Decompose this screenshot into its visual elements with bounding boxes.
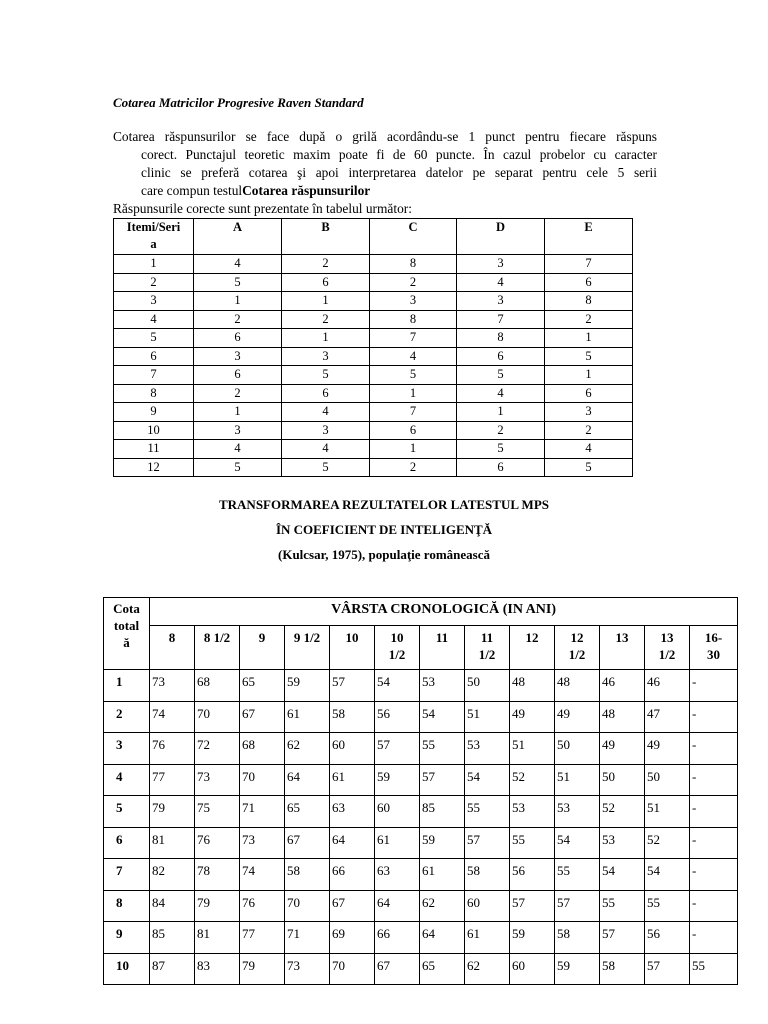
- iq-value-cell: 55: [420, 733, 465, 765]
- iq-value-cell: 70: [240, 764, 285, 796]
- series-header: D: [457, 219, 545, 255]
- iq-row: [104, 670, 738, 702]
- iq-value-cell: 53: [465, 733, 510, 765]
- answer-cell: 8: [370, 255, 457, 274]
- iq-value-cell: 55: [690, 953, 738, 985]
- iq-value-cell: 53: [600, 827, 645, 859]
- series-header: E: [545, 219, 633, 255]
- answer-cell: 4: [194, 440, 282, 459]
- iq-value-cell: 49: [555, 701, 600, 733]
- age-header: 9: [240, 626, 285, 670]
- iq-value-cell: 71: [240, 796, 285, 828]
- iq-value-cell: -: [690, 733, 738, 765]
- iq-value-cell: 59: [555, 953, 600, 985]
- answer-cell: 1: [545, 329, 633, 348]
- iq-value-cell: 79: [150, 796, 195, 828]
- iq-value-cell: 56: [645, 922, 690, 954]
- age-header: 12 1/2: [555, 626, 600, 670]
- answers-row: [114, 347, 633, 366]
- iq-value-cell: 85: [150, 922, 195, 954]
- total-score-cell: 6: [104, 827, 150, 859]
- iq-value-cell: 59: [510, 922, 555, 954]
- iq-value-cell: 61: [465, 922, 510, 954]
- answers-row: [114, 458, 633, 477]
- answer-cell: 4: [457, 273, 545, 292]
- iq-row: [104, 953, 738, 985]
- age-header: 10: [330, 626, 375, 670]
- age-header: 11: [420, 626, 465, 670]
- iq-value-cell: 54: [555, 827, 600, 859]
- iq-value-cell: 83: [195, 953, 240, 985]
- iq-value-cell: 73: [150, 670, 195, 702]
- iq-value-cell: 81: [150, 827, 195, 859]
- iq-value-cell: 50: [645, 764, 690, 796]
- document-title: Cotarea Matricilor Progresive Raven Standard: [113, 95, 364, 110]
- iq-value-cell: 50: [555, 733, 600, 765]
- answer-cell: 2: [194, 310, 282, 329]
- iq-value-cell: 62: [285, 733, 330, 765]
- iq-value-cell: 48: [510, 670, 555, 702]
- series-header: B: [282, 219, 370, 255]
- iq-value-cell: 58: [285, 859, 330, 891]
- iq-row: [104, 827, 738, 859]
- age-header: 12: [510, 626, 555, 670]
- answer-cell: 4: [545, 440, 633, 459]
- iq-value-cell: 67: [330, 890, 375, 922]
- section-heading-2: ÎN COEFICIENT DE INTELIGENŢĂ: [275, 522, 493, 537]
- answer-cell: 5: [545, 458, 633, 477]
- iq-value-cell: 67: [285, 827, 330, 859]
- iq-value-cell: 60: [330, 733, 375, 765]
- item-number-cell: 1: [114, 255, 194, 274]
- iq-value-cell: 64: [330, 827, 375, 859]
- age-header: 9 1/2: [285, 626, 330, 670]
- iq-value-cell: 70: [285, 890, 330, 922]
- answer-cell: 4: [282, 403, 370, 422]
- answer-cell: 6: [194, 329, 282, 348]
- answer-cell: 5: [194, 273, 282, 292]
- iq-value-cell: 53: [555, 796, 600, 828]
- total-score-cell: 8: [104, 890, 150, 922]
- iq-value-cell: 68: [195, 670, 240, 702]
- answer-cell: 5: [457, 366, 545, 385]
- answer-cell: 4: [457, 384, 545, 403]
- iq-value-cell: 58: [330, 701, 375, 733]
- iq-value-cell: 57: [600, 922, 645, 954]
- iq-value-cell: 67: [375, 953, 420, 985]
- iq-value-cell: 87: [150, 953, 195, 985]
- answer-cell: 3: [194, 421, 282, 440]
- answer-cell: 6: [194, 366, 282, 385]
- answer-cell: 1: [282, 292, 370, 311]
- iq-value-cell: 62: [465, 953, 510, 985]
- iq-value-cell: 60: [375, 796, 420, 828]
- answer-cell: 2: [545, 421, 633, 440]
- paragraph-line-4: [113, 182, 657, 200]
- iq-value-cell: 55: [465, 796, 510, 828]
- iq-row: [104, 733, 738, 765]
- iq-value-cell: 65: [285, 796, 330, 828]
- iq-value-cell: 53: [510, 796, 555, 828]
- paragraph-line-4-bold: Cotarea răspunsurilor: [242, 183, 371, 198]
- answers-table: [113, 218, 633, 477]
- iq-value-cell: 48: [555, 670, 600, 702]
- series-header: A: [194, 219, 282, 255]
- iq-value-cell: 54: [645, 859, 690, 891]
- item-number-cell: 4: [114, 310, 194, 329]
- iq-value-cell: 69: [330, 922, 375, 954]
- iq-row: [104, 922, 738, 954]
- iq-value-cell: 54: [465, 764, 510, 796]
- answer-cell: 5: [545, 347, 633, 366]
- iq-value-cell: 64: [420, 922, 465, 954]
- answer-cell: 7: [370, 403, 457, 422]
- iq-value-cell: 61: [285, 701, 330, 733]
- iq-value-cell: 46: [600, 670, 645, 702]
- iq-row: [104, 764, 738, 796]
- iq-value-cell: 75: [195, 796, 240, 828]
- iq-value-cell: 79: [195, 890, 240, 922]
- item-number-cell: 10: [114, 421, 194, 440]
- iq-value-cell: 56: [375, 701, 420, 733]
- iq-value-cell: 61: [330, 764, 375, 796]
- answer-cell: 1: [370, 384, 457, 403]
- section-heading-1: TRANSFORMAREA REZULTATELOR LATESTUL MPS: [218, 497, 549, 512]
- item-number-cell: 9: [114, 403, 194, 422]
- answers-row: [114, 440, 633, 459]
- answer-cell: 3: [194, 347, 282, 366]
- iq-value-cell: 50: [600, 764, 645, 796]
- answer-cell: 8: [457, 329, 545, 348]
- age-header: 8: [150, 626, 195, 670]
- answer-cell: 3: [457, 255, 545, 274]
- answers-row: [114, 366, 633, 385]
- iq-value-cell: -: [690, 922, 738, 954]
- iq-value-cell: 49: [645, 733, 690, 765]
- iq-value-cell: 57: [375, 733, 420, 765]
- answer-cell: 2: [545, 310, 633, 329]
- answer-cell: 5: [282, 458, 370, 477]
- scoring-paragraph: [113, 128, 657, 200]
- answer-cell: 4: [282, 440, 370, 459]
- iq-value-cell: 60: [465, 890, 510, 922]
- paragraph-line-3: clinic se preferă cotarea şi apoi interpretarea datelor pe separat pentru cele 5 serii: [141, 165, 657, 180]
- iq-value-cell: 57: [645, 953, 690, 985]
- iq-value-cell: -: [690, 859, 738, 891]
- iq-value-cell: 51: [510, 733, 555, 765]
- iq-value-cell: -: [690, 701, 738, 733]
- iq-value-cell: 50: [465, 670, 510, 702]
- iq-value-cell: 84: [150, 890, 195, 922]
- iq-value-cell: 46: [645, 670, 690, 702]
- iq-value-cell: 76: [195, 827, 240, 859]
- iq-value-cell: 72: [195, 733, 240, 765]
- answer-cell: 2: [282, 255, 370, 274]
- answer-cell: 3: [282, 347, 370, 366]
- age-header: 16- 30: [690, 626, 738, 670]
- answer-cell: 5: [457, 440, 545, 459]
- age-header: 8 1/2: [195, 626, 240, 670]
- total-score-header: Cota total ă: [104, 598, 150, 670]
- iq-value-cell: 66: [330, 859, 375, 891]
- iq-value-cell: 57: [420, 764, 465, 796]
- iq-value-cell: 58: [600, 953, 645, 985]
- iq-value-cell: 57: [555, 890, 600, 922]
- iq-value-cell: 58: [465, 859, 510, 891]
- answer-cell: 5: [282, 366, 370, 385]
- iq-value-cell: 70: [330, 953, 375, 985]
- answer-cell: 1: [282, 329, 370, 348]
- iq-value-cell: 63: [375, 859, 420, 891]
- total-score-cell: 5: [104, 796, 150, 828]
- iq-value-cell: 76: [150, 733, 195, 765]
- iq-value-cell: 68: [240, 733, 285, 765]
- answers-row: [114, 329, 633, 348]
- total-score-cell: 1: [104, 670, 150, 702]
- iq-value-cell: 74: [150, 701, 195, 733]
- total-score-cell: 10: [104, 953, 150, 985]
- answer-cell: 7: [545, 255, 633, 274]
- answer-cell: 2: [194, 384, 282, 403]
- iq-value-cell: -: [690, 796, 738, 828]
- answers-header-row: [114, 219, 633, 255]
- iq-header-row: [104, 598, 738, 626]
- answer-cell: 3: [545, 403, 633, 422]
- answers-row: [114, 292, 633, 311]
- iq-value-cell: -: [690, 670, 738, 702]
- iq-value-cell: 52: [645, 827, 690, 859]
- iq-value-cell: 57: [465, 827, 510, 859]
- iq-value-cell: 52: [510, 764, 555, 796]
- total-score-cell: 4: [104, 764, 150, 796]
- iq-value-cell: 81: [195, 922, 240, 954]
- item-number-cell: 11: [114, 440, 194, 459]
- answer-cell: 1: [457, 403, 545, 422]
- iq-value-cell: 79: [240, 953, 285, 985]
- answer-cell: 2: [457, 421, 545, 440]
- answer-cell: 6: [457, 347, 545, 366]
- series-header: C: [370, 219, 457, 255]
- iq-value-cell: 47: [645, 701, 690, 733]
- answer-cell: 5: [370, 366, 457, 385]
- age-header: 13 1/2: [645, 626, 690, 670]
- answer-cell: 1: [194, 403, 282, 422]
- iq-value-cell: 73: [285, 953, 330, 985]
- answer-cell: 2: [370, 273, 457, 292]
- iq-value-cell: 51: [555, 764, 600, 796]
- answers-row: [114, 310, 633, 329]
- iq-value-cell: 71: [285, 922, 330, 954]
- iq-value-cell: 67: [240, 701, 285, 733]
- iq-value-cell: -: [690, 827, 738, 859]
- answers-intro: Răspunsurile corecte sunt prezentate în tabelul următor:: [113, 201, 412, 216]
- iq-value-cell: 51: [645, 796, 690, 828]
- iq-value-cell: 73: [240, 827, 285, 859]
- iq-value-cell: 65: [420, 953, 465, 985]
- answer-cell: 6: [457, 458, 545, 477]
- answer-cell: 8: [545, 292, 633, 311]
- total-score-cell: 3: [104, 733, 150, 765]
- iq-value-cell: 74: [240, 859, 285, 891]
- iq-value-cell: 59: [420, 827, 465, 859]
- age-header: 13: [600, 626, 645, 670]
- answer-cell: 3: [282, 421, 370, 440]
- iq-value-cell: 62: [420, 890, 465, 922]
- iq-value-cell: 85: [420, 796, 465, 828]
- iq-value-cell: 53: [420, 670, 465, 702]
- answer-cell: 6: [545, 273, 633, 292]
- answer-cell: 7: [457, 310, 545, 329]
- age-header-row: [104, 626, 738, 670]
- iq-value-cell: -: [690, 890, 738, 922]
- iq-value-cell: 77: [150, 764, 195, 796]
- iq-row: [104, 701, 738, 733]
- age-header: 10 1/2: [375, 626, 420, 670]
- iq-value-cell: 56: [510, 859, 555, 891]
- section-heading-3: (Kulcsar, 1975), populaţie românească: [278, 547, 490, 562]
- iq-value-cell: 61: [375, 827, 420, 859]
- answer-cell: 2: [282, 310, 370, 329]
- answers-row: [114, 421, 633, 440]
- iq-value-cell: 58: [555, 922, 600, 954]
- iq-row: [104, 859, 738, 891]
- answer-cell: 1: [370, 440, 457, 459]
- iq-value-cell: 70: [195, 701, 240, 733]
- item-number-cell: 12: [114, 458, 194, 477]
- answer-cell: 7: [370, 329, 457, 348]
- iq-value-cell: 49: [600, 733, 645, 765]
- age-title-header: VÂRSTA CRONOLOGICĂ (IN ANI): [150, 598, 738, 626]
- iq-value-cell: 57: [510, 890, 555, 922]
- answer-cell: 3: [370, 292, 457, 311]
- age-header: 11 1/2: [465, 626, 510, 670]
- item-number-cell: 6: [114, 347, 194, 366]
- items-series-header: Itemi/Seri a: [114, 219, 194, 255]
- iq-value-cell: 49: [510, 701, 555, 733]
- answer-cell: 2: [370, 458, 457, 477]
- answer-cell: 1: [194, 292, 282, 311]
- iq-value-cell: 73: [195, 764, 240, 796]
- iq-value-cell: 66: [375, 922, 420, 954]
- answer-cell: 1: [545, 366, 633, 385]
- answer-cell: 8: [370, 310, 457, 329]
- iq-value-cell: 64: [375, 890, 420, 922]
- iq-value-cell: 77: [240, 922, 285, 954]
- iq-value-cell: 54: [600, 859, 645, 891]
- item-number-cell: 7: [114, 366, 194, 385]
- iq-row: [104, 890, 738, 922]
- answers-row: [114, 255, 633, 274]
- iq-value-cell: 57: [330, 670, 375, 702]
- iq-value-cell: 64: [285, 764, 330, 796]
- paragraph-line-1: Cotarea răspunsurilor se face după o grilă acordându-se 1 punct pentru fiecare răspuns: [113, 129, 657, 144]
- item-number-cell: 8: [114, 384, 194, 403]
- total-score-cell: 9: [104, 922, 150, 954]
- iq-value-cell: 55: [555, 859, 600, 891]
- item-number-cell: 3: [114, 292, 194, 311]
- total-score-cell: 7: [104, 859, 150, 891]
- iq-value-cell: 60: [510, 953, 555, 985]
- answer-cell: 6: [282, 273, 370, 292]
- paragraph-line-2: corect. Punctajul teoretic maxim poate fi de 60 puncte. În cazul probelor cu caracter: [141, 147, 657, 162]
- iq-value-cell: 55: [600, 890, 645, 922]
- answer-cell: 6: [370, 421, 457, 440]
- answer-cell: 5: [194, 458, 282, 477]
- iq-value-cell: 59: [375, 764, 420, 796]
- item-number-cell: 2: [114, 273, 194, 292]
- iq-value-cell: 76: [240, 890, 285, 922]
- answer-cell: 4: [194, 255, 282, 274]
- answer-cell: 6: [545, 384, 633, 403]
- iq-value-cell: 78: [195, 859, 240, 891]
- answer-cell: 6: [282, 384, 370, 403]
- iq-value-cell: -: [690, 764, 738, 796]
- iq-value-cell: 82: [150, 859, 195, 891]
- answer-cell: 3: [457, 292, 545, 311]
- iq-value-cell: 63: [330, 796, 375, 828]
- iq-conversion-table: [103, 597, 738, 985]
- iq-value-cell: 65: [240, 670, 285, 702]
- answers-row: [114, 273, 633, 292]
- iq-value-cell: 51: [465, 701, 510, 733]
- item-number-cell: 5: [114, 329, 194, 348]
- iq-value-cell: 52: [600, 796, 645, 828]
- answer-cell: 4: [370, 347, 457, 366]
- answers-row: [114, 384, 633, 403]
- iq-value-cell: 55: [645, 890, 690, 922]
- iq-value-cell: 55: [510, 827, 555, 859]
- answers-row: [114, 403, 633, 422]
- iq-value-cell: 48: [600, 701, 645, 733]
- total-score-cell: 2: [104, 701, 150, 733]
- paragraph-line-4-text: care compun testul: [141, 183, 243, 198]
- iq-value-cell: 59: [285, 670, 330, 702]
- iq-value-cell: 54: [420, 701, 465, 733]
- iq-row: [104, 796, 738, 828]
- iq-value-cell: 61: [420, 859, 465, 891]
- iq-value-cell: 54: [375, 670, 420, 702]
